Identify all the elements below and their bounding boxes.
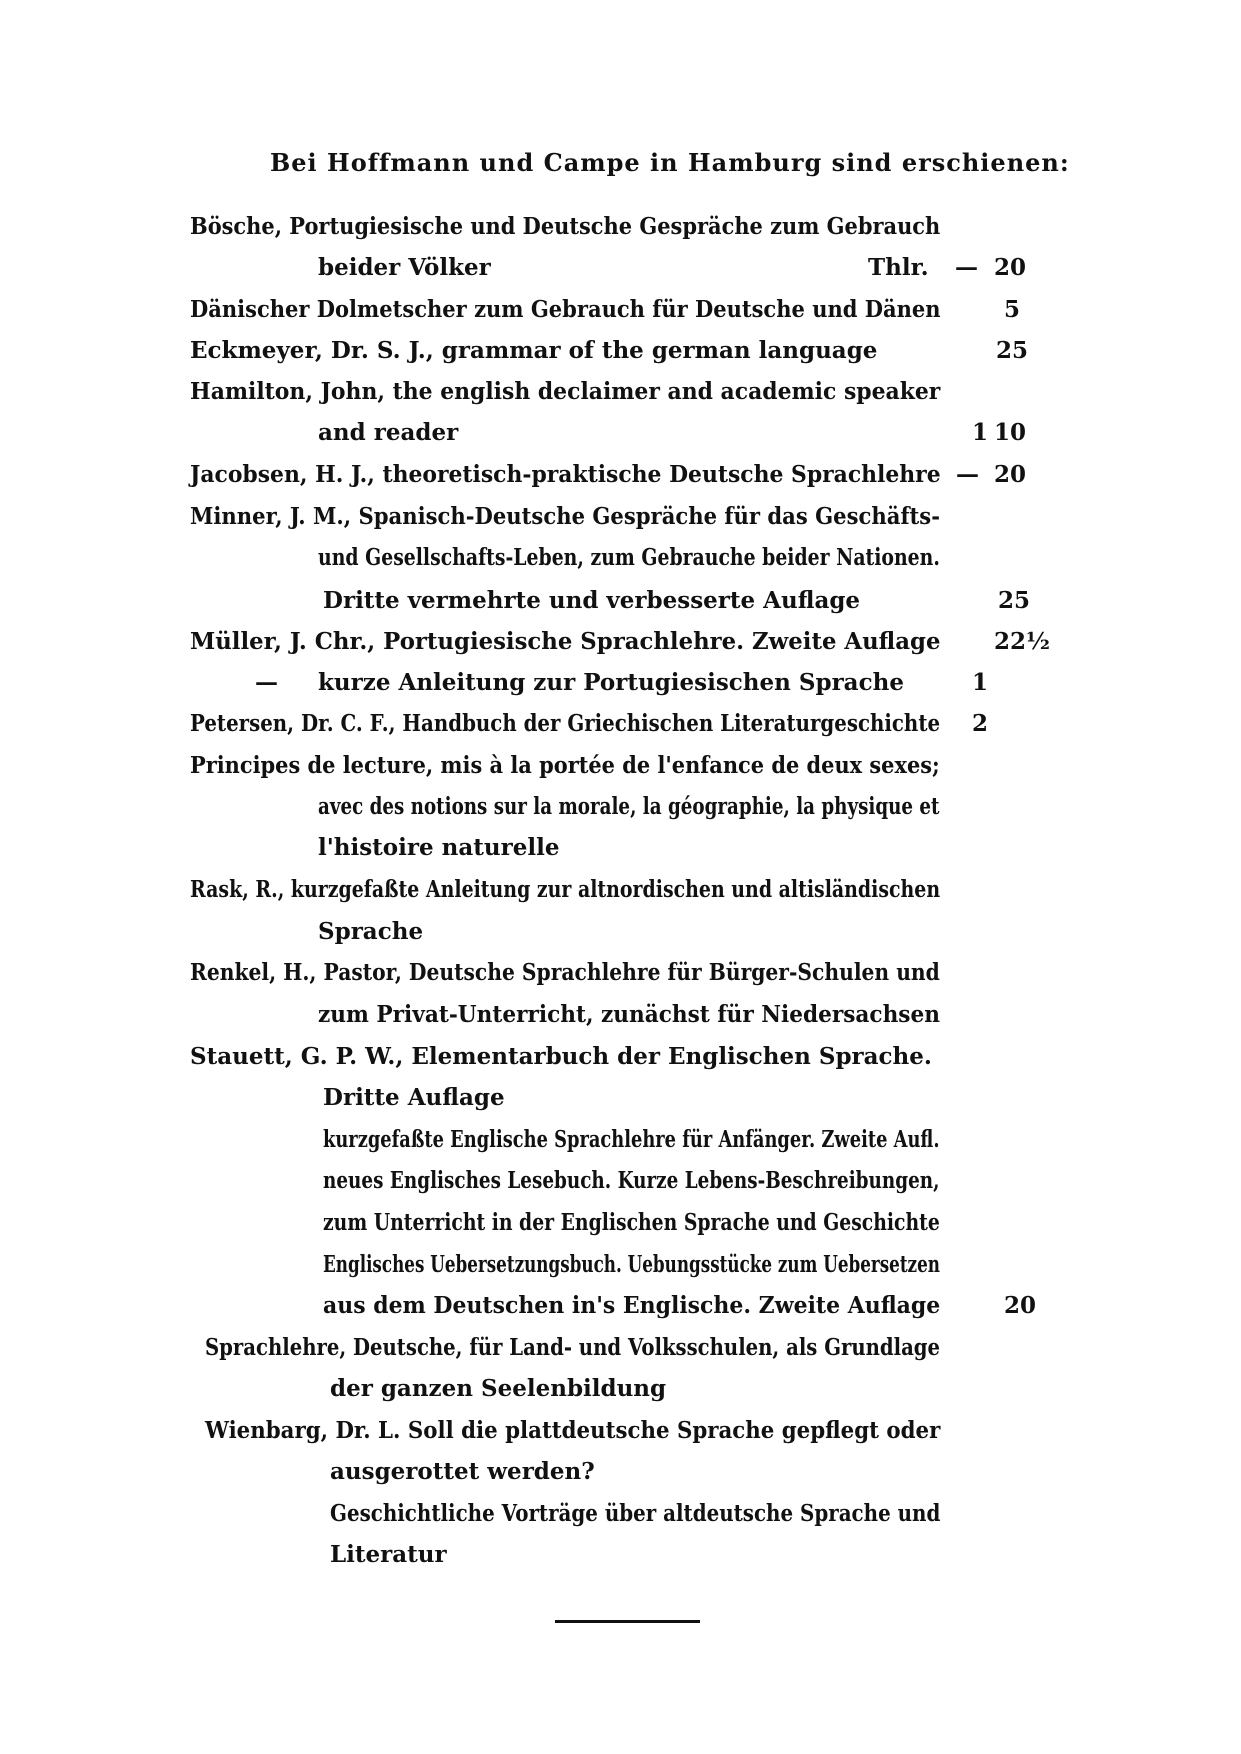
entry-text: Hamilton, John, the english declaimer and academic speaker	[190, 378, 941, 405]
entry-text: zum Unterricht in der Englischen Sprache und Geschichte	[323, 1209, 940, 1236]
entry-text: Wienbarg, Dr. L. Soll die plattdeutsche Sprache gepflegt oder	[205, 1417, 941, 1444]
entry-text: Dritte Auflage	[323, 1084, 505, 1111]
price-groschen: 10	[994, 419, 1027, 446]
entry-text: neues Englisches Lesebuch. Kurze Lebens-Beschreibungen,	[323, 1167, 940, 1194]
entry-text: Petersen, Dr. C. F., Handbuch der Griechischen Literaturgeschichte	[190, 710, 941, 737]
entry-text: Literatur	[330, 1541, 447, 1568]
catalog-row	[0, 503, 1241, 543]
price-thaler: —	[955, 254, 978, 281]
catalog-row	[0, 710, 1241, 750]
price-thaler: —	[956, 461, 979, 488]
catalog-row	[0, 1001, 1241, 1041]
entry-text: l'histoire naturelle	[318, 834, 560, 861]
closing-rule	[555, 1620, 700, 1623]
price-thaler: 1	[972, 669, 989, 696]
entry-text: der ganzen Seelenbildung	[330, 1375, 667, 1402]
entry-text: Eckmeyer, Dr. S. J., grammar of the german language	[190, 337, 878, 364]
catalog-row	[0, 1541, 1241, 1581]
catalog-row	[0, 461, 1241, 501]
catalog-row	[0, 1292, 1241, 1332]
entry-text: und Gesellschafts-Leben, zum Gebrauche beider Nationen.	[318, 544, 940, 571]
entry-text: Dänischer Dolmetscher zum Gebrauch für Deutsche und Dänen	[190, 296, 941, 323]
entry-text: Renkel, H., Pastor, Deutsche Sprachlehre für Bürger-Schulen und	[190, 959, 940, 986]
catalog-row	[0, 1084, 1241, 1124]
catalog-row	[0, 876, 1241, 916]
catalog-row	[0, 337, 1241, 377]
catalog-row	[0, 587, 1241, 627]
catalog-row	[0, 544, 1241, 584]
catalog-row	[0, 752, 1241, 792]
price-groschen: 20	[994, 254, 1027, 281]
entry-text: Sprache	[318, 918, 424, 945]
price-groschen: 25	[996, 337, 1029, 364]
catalog-row	[0, 1417, 1241, 1457]
catalog-row	[0, 254, 1241, 294]
catalog-row	[0, 296, 1241, 336]
price-groschen: 20	[1004, 1292, 1037, 1319]
catalog-row	[0, 918, 1241, 958]
catalog-row	[0, 669, 1241, 709]
page-heading: Bei Hoffmann und Campe in Hamburg sind erschienen:	[270, 148, 1070, 177]
catalog-row	[0, 793, 1241, 833]
catalog-row	[0, 834, 1241, 874]
entry-text: zum Privat-Unterricht, zunächst für Niedersachsen	[318, 1001, 940, 1028]
entry-text: Jacobsen, H. J., theoretisch-praktische Deutsche Sprachlehre	[190, 461, 941, 488]
catalog-row	[0, 1043, 1241, 1083]
price-groschen: 5	[1004, 296, 1021, 323]
price-groschen: 22½	[994, 628, 1050, 655]
ditto-dash: —	[255, 669, 278, 696]
entry-text: kurzgefaßte Englische Sprachlehre für Anfänger. Zweite Aufl.	[323, 1126, 940, 1153]
catalog-row	[0, 1167, 1241, 1207]
entry-text: avec des notions sur la morale, la géographie, la physique et	[318, 793, 940, 820]
entry-text: ausgerottet werden?	[330, 1458, 595, 1485]
entry-text: Dritte vermehrte und verbesserte Auflage	[323, 587, 861, 614]
price-thaler: 1	[972, 419, 989, 446]
catalog-row	[0, 419, 1241, 459]
entry-text: Rask, R., kurzgefaßte Anleitung zur altnordischen und altisländischen	[190, 876, 941, 903]
price-thaler: 2	[972, 710, 989, 737]
entry-text: Bösche, Portugiesische und Deutsche Gespräche zum Gebrauch	[190, 213, 941, 240]
entry-text: aus dem Deutschen in's Englische. Zweite Auflage	[323, 1292, 941, 1319]
catalog-row	[0, 959, 1241, 999]
catalog-row	[0, 628, 1241, 668]
catalog-row	[0, 1126, 1241, 1166]
entry-text: kurze Anleitung zur Portugiesischen Sprache	[318, 669, 904, 696]
catalog-row	[0, 378, 1241, 418]
catalog-row	[0, 1251, 1241, 1291]
entry-text: Englisches Uebersetzungsbuch. Uebungsstücke zum Uebersetzen	[323, 1251, 940, 1278]
catalog-row	[0, 1500, 1241, 1540]
entry-text: Sprachlehre, Deutsche, für Land- und Volksschulen, als Grundlage	[205, 1334, 941, 1361]
entry-text: Müller, J. Chr., Portugiesische Sprachlehre. Zweite Auflage	[190, 628, 941, 655]
currency-unit: Thlr.	[868, 254, 929, 281]
entry-text: Principes de lecture, mis à la portée de l'enfance de deux sexes;	[190, 752, 940, 779]
price-groschen: 25	[998, 587, 1031, 614]
entry-text: and reader	[318, 419, 459, 446]
price-groschen: 20	[994, 461, 1027, 488]
catalog-row	[0, 213, 1241, 253]
entry-text: Geschichtliche Vorträge über altdeutsche Sprache und	[330, 1500, 941, 1527]
catalog-row	[0, 1375, 1241, 1415]
entry-text: Minner, J. M., Spanisch-Deutsche Gespräche für das Geschäfts-	[190, 503, 940, 530]
catalog-row	[0, 1334, 1241, 1374]
entry-text: Stauett, G. P. W., Elementarbuch der Englischen Sprache.	[190, 1043, 932, 1070]
entry-text: beider Völker	[318, 254, 491, 281]
catalog-row	[0, 1209, 1241, 1249]
catalog-row	[0, 1458, 1241, 1498]
